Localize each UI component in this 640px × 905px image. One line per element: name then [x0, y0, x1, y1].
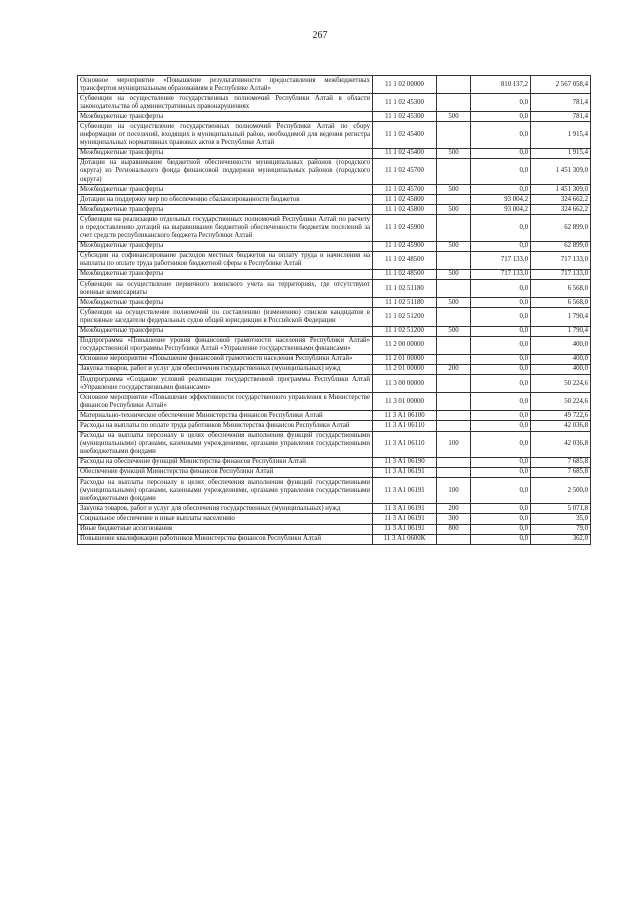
table-row	[78, 205, 591, 215]
row-name: Межбюджетные трансферты	[78, 269, 373, 279]
row-target-article-code: 11 3 00 00000	[373, 375, 437, 393]
row-target-article-code: 11 1 02 45400	[373, 148, 437, 158]
table-row	[78, 269, 591, 279]
row-expense-type-code	[437, 421, 471, 431]
row-target-article-code: 11 3 А1 06191	[373, 467, 437, 477]
row-name: Субсидии на софинансирование расходов местных бюджетов на оплату труда и начисления на выплаты по оплате труда работников бюджетной сферы в Республике Алтай	[78, 251, 373, 269]
row-amount-change: 0,0	[471, 504, 531, 514]
row-amount-total: 35,0	[531, 514, 591, 524]
row-expense-type-code	[437, 411, 471, 421]
row-amount-change: 0,0	[471, 280, 531, 298]
row-name: Расходы на выплаты персоналу в целях обеспечения выполнения функций государственными (муниципальными) органами, казенными учреждениями, органами управления государственными внебюджетными фондами	[78, 431, 373, 457]
row-expense-type-code: 500	[437, 185, 471, 195]
row-amount-total: 5 071,8	[531, 504, 591, 514]
row-expense-type-code	[437, 457, 471, 467]
row-name: Обеспечение функций Министерства финансов Республики Алтай	[78, 467, 373, 477]
row-amount-change: 0,0	[471, 478, 531, 504]
table-row	[78, 298, 591, 308]
row-expense-type-code: 500	[437, 148, 471, 158]
table-row	[78, 524, 591, 534]
table-row	[78, 215, 591, 241]
row-amount-total: 400,0	[531, 354, 591, 364]
row-expense-type-code: 500	[437, 269, 471, 279]
page-number: 267	[312, 30, 328, 41]
row-amount-total: 62 899,0	[531, 241, 591, 251]
row-amount-total: 1 451 309,0	[531, 158, 591, 184]
row-target-article-code: 11 1 02 51200	[373, 326, 437, 336]
row-expense-type-code	[437, 195, 471, 205]
row-amount-change: 717 133,0	[471, 251, 531, 269]
row-amount-total: 1 790,4	[531, 308, 591, 326]
row-name: Межбюджетные трансферты	[78, 112, 373, 122]
row-amount-change: 0,0	[471, 534, 531, 544]
row-expense-type-code	[437, 251, 471, 269]
row-name: Подпрограмма «Создание условий реализации государственной программы Республики Алтай «Управление государственными финансами»	[78, 375, 373, 393]
row-amount-total: 781,4	[531, 94, 591, 112]
row-amount-total: 324 662,2	[531, 205, 591, 215]
row-target-article-code: 11 2 01 00000	[373, 364, 437, 374]
row-amount-change: 0,0	[471, 308, 531, 326]
row-expense-type-code	[437, 467, 471, 477]
row-amount-change: 810 137,2	[471, 76, 531, 94]
row-expense-type-code: 200	[437, 364, 471, 374]
row-amount-change: 0,0	[471, 185, 531, 195]
row-target-article-code: 11 3 А1 06110	[373, 431, 437, 457]
row-expense-type-code: 500	[437, 205, 471, 215]
row-expense-type-code: 500	[437, 298, 471, 308]
row-name: Межбюджетные трансферты	[78, 148, 373, 158]
row-name: Субвенции на осуществление полномочий по составлению (изменению) списков кандидатов в присяжные заседатели федеральных судов общей юрисдикции в Российской Федерации	[78, 308, 373, 326]
budget-table	[77, 75, 591, 545]
row-amount-change: 0,0	[471, 457, 531, 467]
row-amount-change: 0,0	[471, 122, 531, 148]
row-target-article-code: 11 1 02 48500	[373, 251, 437, 269]
row-expense-type-code: 500	[437, 241, 471, 251]
row-amount-total: 717 133,0	[531, 251, 591, 269]
table-row	[78, 393, 591, 411]
table-row	[78, 514, 591, 524]
table-row	[78, 467, 591, 477]
row-target-article-code: 11 2 00 00000	[373, 336, 437, 354]
row-amount-change: 0,0	[471, 364, 531, 374]
row-amount-change: 0,0	[471, 375, 531, 393]
row-target-article-code: 11 1 02 45900	[373, 241, 437, 251]
row-target-article-code: 11 1 02 45800	[373, 205, 437, 215]
row-amount-total: 1 790,4	[531, 326, 591, 336]
row-name: Субвенции на осуществление первичного воинского учета на территориях, где отсутствуют военные комиссариаты	[78, 280, 373, 298]
row-amount-change: 0,0	[471, 241, 531, 251]
row-amount-change: 93 004,2	[471, 205, 531, 215]
row-name: Расходы на выплаты персоналу в целях обеспечения выполнения функций государственными (муниципальными) органами, казенными учреждениями, органами управления государственными внебюджетными фондами	[78, 478, 373, 504]
row-target-article-code: 11 3 А1 06191	[373, 524, 437, 534]
row-amount-change: 717 133,0	[471, 269, 531, 279]
table-row	[78, 457, 591, 467]
row-amount-change: 0,0	[471, 215, 531, 241]
table-row	[78, 112, 591, 122]
row-amount-change: 0,0	[471, 524, 531, 534]
row-name: Межбюджетные трансферты	[78, 241, 373, 251]
row-name: Межбюджетные трансферты	[78, 205, 373, 215]
row-amount-total: 781,4	[531, 112, 591, 122]
row-target-article-code: 11 1 02 48500	[373, 269, 437, 279]
table-row	[78, 94, 591, 112]
table-row	[78, 122, 591, 148]
table-row	[78, 185, 591, 195]
row-name: Субвенции на реализацию отдельных государственных полномочий Республики Алтай по расчету и предоставлению дотаций на выравнивание бюджетной обеспеченности бюджетам поселений за счет средств республиканского бюджета Республики Алтай	[78, 215, 373, 241]
row-amount-total: 362,0	[531, 534, 591, 544]
row-name: Иные бюджетные ассигнования	[78, 524, 373, 534]
row-amount-change: 0,0	[471, 112, 531, 122]
row-amount-change: 0,0	[471, 514, 531, 524]
row-name: Субвенции на осуществление государственных полномочий Республики Алтай по сбору информации от поселений, входящих в муниципальный район, необходимой для ведения регистра муниципальных нормативных правовых актов в Республике Алтай	[78, 122, 373, 148]
table-row	[78, 76, 591, 94]
row-name: Закупка товаров, работ и услуг для обеспечения государственных (муниципальных) нужд	[78, 504, 373, 514]
row-amount-total: 400,0	[531, 364, 591, 374]
budget-table-body	[78, 76, 591, 545]
row-amount-change: 0,0	[471, 158, 531, 184]
row-amount-total: 6 568,0	[531, 280, 591, 298]
row-amount-total: 400,0	[531, 336, 591, 354]
row-target-article-code: 11 3 А1 06191	[373, 478, 437, 504]
row-name: Межбюджетные трансферты	[78, 185, 373, 195]
row-expense-type-code	[437, 122, 471, 148]
row-target-article-code: 11 1 02 51180	[373, 280, 437, 298]
table-row	[78, 354, 591, 364]
row-target-article-code: 11 1 02 45700	[373, 185, 437, 195]
row-name: Расходы на обеспечение функций Министерства финансов Республики Алтай	[78, 457, 373, 467]
row-amount-change: 0,0	[471, 421, 531, 431]
row-expense-type-code: 500	[437, 112, 471, 122]
row-amount-change: 0,0	[471, 148, 531, 158]
table-row	[78, 148, 591, 158]
table-row	[78, 534, 591, 544]
row-expense-type-code	[437, 308, 471, 326]
row-target-article-code: 11 3 01 00000	[373, 393, 437, 411]
row-amount-total: 79,0	[531, 524, 591, 534]
row-target-article-code: 11 1 02 45800	[373, 195, 437, 205]
row-amount-total: 62 899,0	[531, 215, 591, 241]
row-amount-total: 7 685,8	[531, 467, 591, 477]
row-target-article-code: 11 3 А1 06191	[373, 514, 437, 524]
table-row	[78, 241, 591, 251]
row-target-article-code: 11 1 02 51180	[373, 298, 437, 308]
row-expense-type-code	[437, 215, 471, 241]
row-amount-total: 6 568,0	[531, 298, 591, 308]
row-amount-total: 49 722,6	[531, 411, 591, 421]
table-row	[78, 158, 591, 184]
row-amount-total: 1 915,4	[531, 148, 591, 158]
table-row	[78, 195, 591, 205]
row-expense-type-code	[437, 94, 471, 112]
row-expense-type-code	[437, 280, 471, 298]
row-target-article-code: 11 1 02 45900	[373, 215, 437, 241]
row-amount-total: 7 685,8	[531, 457, 591, 467]
row-name: Закупка товаров, работ и услуг для обеспечения государственных (муниципальных) нужд	[78, 364, 373, 374]
row-amount-change: 0,0	[471, 411, 531, 421]
row-target-article-code: 11 1 02 45300	[373, 112, 437, 122]
row-target-article-code: 11 1 02 45400	[373, 122, 437, 148]
table-row	[78, 375, 591, 393]
row-amount-total: 324 662,2	[531, 195, 591, 205]
row-target-article-code: 11 3 А1 06191	[373, 504, 437, 514]
row-amount-change: 0,0	[471, 94, 531, 112]
row-name: Повышение квалификации работников Министерства финансов Республики Алтай	[78, 534, 373, 544]
row-amount-change: 0,0	[471, 326, 531, 336]
row-expense-type-code	[437, 158, 471, 184]
row-amount-change: 0,0	[471, 336, 531, 354]
table-row	[78, 326, 591, 336]
row-target-article-code: 11 3 А1 06100	[373, 411, 437, 421]
row-name: Расходы на выплаты по оплате труда работников Министерства финансов Республики Алтай	[78, 421, 373, 431]
row-name: Основное мероприятие «Повышение эффективности государственного управления в Министерстве финансов Республики Алтай»	[78, 393, 373, 411]
row-name: Основное мероприятие «Повышение финансовой грамотности населения Республики Алтай»	[78, 354, 373, 364]
row-amount-change: 0,0	[471, 431, 531, 457]
row-amount-total: 1 915,4	[531, 122, 591, 148]
row-expense-type-code: 200	[437, 504, 471, 514]
row-target-article-code: 11 2 01 00000	[373, 354, 437, 364]
table-row	[78, 364, 591, 374]
table-row	[78, 308, 591, 326]
row-amount-change: 0,0	[471, 467, 531, 477]
row-name: Основное мероприятие «Повышение результативности предоставления межбюджетных трансфертов муниципальным образованиям в Республике Алтай»	[78, 76, 373, 94]
row-target-article-code: 11 3 А1 06110	[373, 421, 437, 431]
row-name: Подпрограмма «Повышение уровня финансовой грамотности населения Республики Алтай» государственной программы Республики Алтай «Управление государственными финансами»	[78, 336, 373, 354]
table-row	[78, 280, 591, 298]
table-row	[78, 251, 591, 269]
row-name: Межбюджетные трансферты	[78, 298, 373, 308]
table-row	[78, 336, 591, 354]
row-name: Материально-техническое обеспечение Министерства финансов Республики Алтай	[78, 411, 373, 421]
row-amount-total: 717 133,0	[531, 269, 591, 279]
row-expense-type-code	[437, 354, 471, 364]
table-row	[78, 431, 591, 457]
row-target-article-code: 11 1 02 45700	[373, 158, 437, 184]
table-row	[78, 478, 591, 504]
row-amount-total: 2 567 058,4	[531, 76, 591, 94]
row-target-article-code: 11 1 02 00000	[373, 76, 437, 94]
row-name: Социальное обеспечение и иные выплаты населению	[78, 514, 373, 524]
table-row	[78, 421, 591, 431]
row-amount-change: 0,0	[471, 298, 531, 308]
row-amount-total: 50 224,6	[531, 375, 591, 393]
row-expense-type-code	[437, 336, 471, 354]
row-target-article-code: 11 3 А1 0600К	[373, 534, 437, 544]
row-name: Дотации на поддержку мер по обеспечению сбалансированности бюджетов	[78, 195, 373, 205]
row-amount-total: 1 451 309,0	[531, 185, 591, 195]
row-name: Межбюджетные трансферты	[78, 326, 373, 336]
row-expense-type-code: 800	[437, 524, 471, 534]
row-amount-total: 42 036,8	[531, 431, 591, 457]
row-expense-type-code	[437, 393, 471, 411]
row-target-article-code: 11 1 02 51200	[373, 308, 437, 326]
table-row	[78, 504, 591, 514]
row-amount-change: 0,0	[471, 393, 531, 411]
row-amount-total: 2 500,0	[531, 478, 591, 504]
row-target-article-code: 11 3 А1 06190	[373, 457, 437, 467]
row-name: Субвенции на осуществление государственных полномочий Республики Алтай в области законодательства об административных правонарушениях	[78, 94, 373, 112]
row-expense-type-code	[437, 534, 471, 544]
row-expense-type-code	[437, 76, 471, 94]
row-name: Дотации на выравнивание бюджетной обеспеченности муниципальных районов (городского округа) из Регионального фонда финансовой поддержки муниципальных районов (городского округа)	[78, 158, 373, 184]
row-target-article-code: 11 1 02 45300	[373, 94, 437, 112]
row-expense-type-code: 500	[437, 326, 471, 336]
row-amount-change: 93 004,2	[471, 195, 531, 205]
row-expense-type-code: 300	[437, 514, 471, 524]
row-expense-type-code	[437, 375, 471, 393]
row-amount-total: 42 036,8	[531, 421, 591, 431]
table-row	[78, 411, 591, 421]
row-expense-type-code: 100	[437, 478, 471, 504]
row-expense-type-code: 100	[437, 431, 471, 457]
row-amount-change: 0,0	[471, 354, 531, 364]
row-amount-total: 50 224,6	[531, 393, 591, 411]
